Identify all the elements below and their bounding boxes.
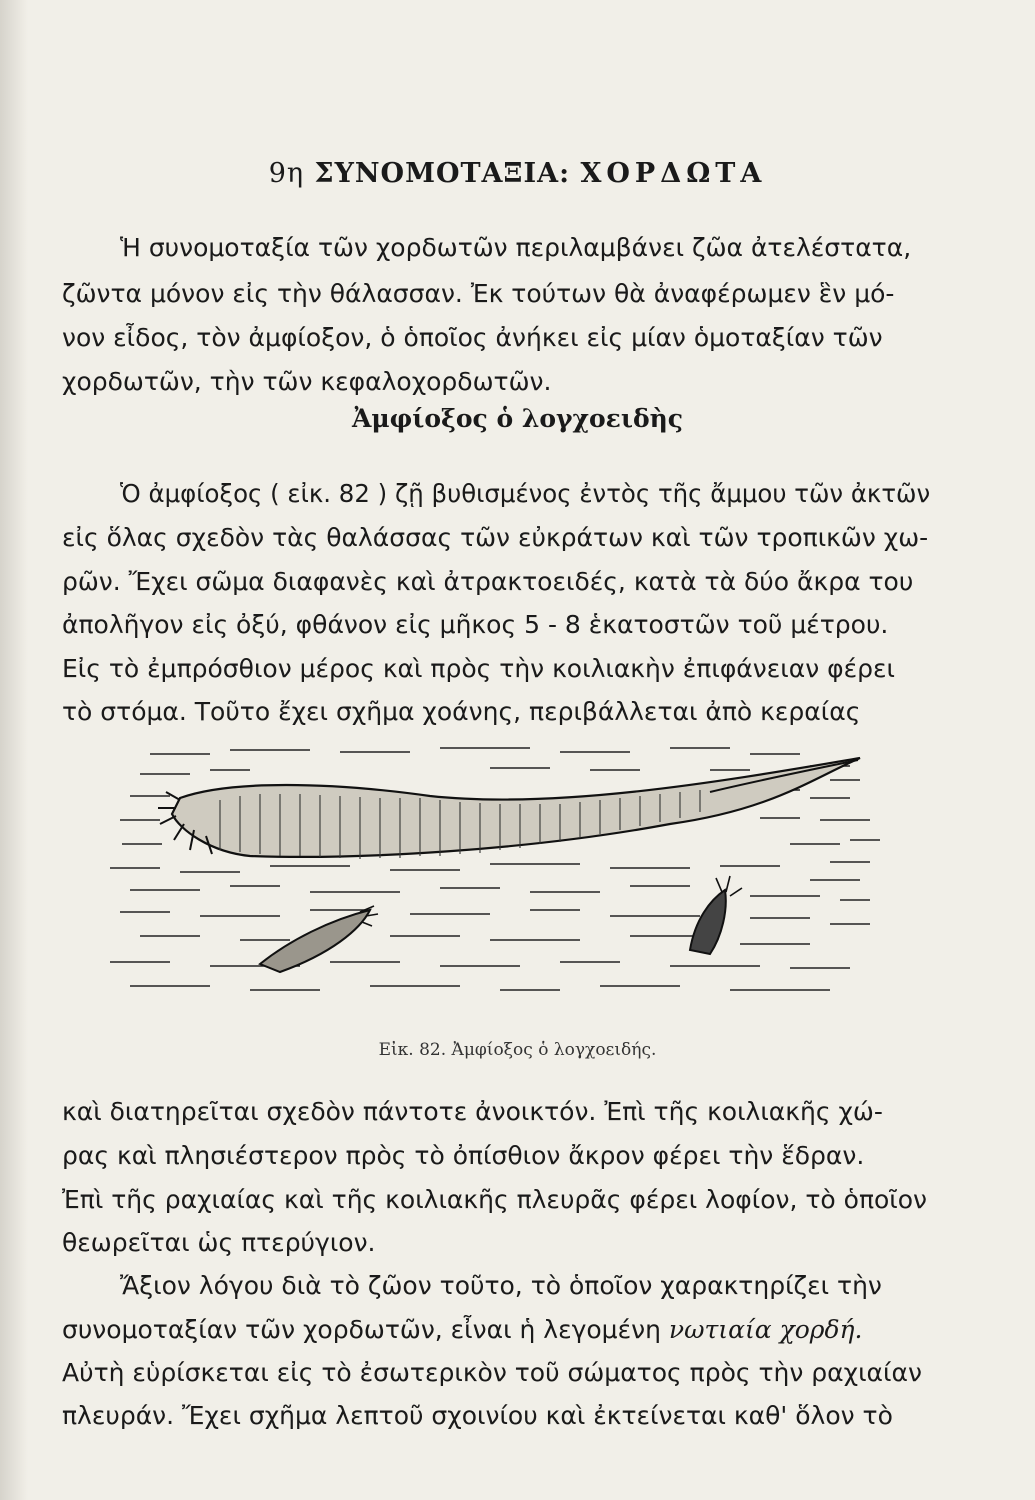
chapter-name: ΧΟΡΔΩΤΑ [580,158,767,189]
buried-amphioxus-right [690,876,742,954]
para3-line: πλευράν. Ἔχει σχῆμα λεπτοῦ σχοινίου καὶ ἐκτείνεται καθ' ὅλον τὸ [62,1401,893,1430]
para3-line: Αὐτὴ εὑρίσκεται εἰς τὸ ἐσωτερικὸν τοῦ σώματος πρὸς τὴν ραχιαίαν [62,1358,922,1387]
para1-line: εἰς ὅλας σχεδὸν τὰς θαλάσσας τῶν εὐκράτων καὶ τῶν τροπικῶν χω- [62,523,929,552]
intro-line: ζῶντα μόνον εἰς τὴν θάλασσαν. Ἐκ τούτων θὰ ἀναφέρωμεν ἓν μό- [62,279,895,308]
figure-caption: Εἰκ. 82. Ἀμφίοξος ὁ λογχοειδής. [378,1040,657,1060]
para3-line: Ἄξιον λόγου διὰ τὸ ζῶον τοῦτο, τὸ ὁποῖον χαρακτηρίζει τὴν [120,1271,882,1300]
para2-line: ρας καὶ πλησιέστερον πρὸς τὸ ὀπίσθιον ἄκρον φέρει τὴν ἕδραν. [62,1141,865,1170]
amphioxus-illustration [110,740,900,1000]
chapter-prefix: ΣΥΝΟΜΟΤΑΞΙΑ: [314,158,571,189]
chapter-number: 9η [268,158,305,189]
amphioxus-drawing [110,740,900,1000]
amphioxus-body [158,758,860,859]
section-title: Ἀμφίοξος ὁ λογχοειδὴς [351,404,684,433]
para3-line [62,1314,862,1346]
page-gutter-shadow [0,0,28,1500]
para3-line2-text: συνομοταξίαν τῶν χορδωτῶν, εἶναι ἡ λεγομένη [62,1315,669,1344]
notochord-term: νωτιαία χορδή. [668,1315,863,1344]
intro-line: χορδωτῶν, τὴν τῶν κεφαλοχορδωτῶν. [62,367,552,396]
para2-line: Ἐπὶ τῆς ραχιαίας καὶ τῆς κοιλιακῆς πλευρᾶς φέρει λοφίον, τὸ ὁποῖον [62,1185,928,1214]
intro-line: νον εἶδος, τὸν ἀμφίοξον, ὁ ὁποῖος ἀνήκει εἰς μίαν ὁμοταξίαν τῶν [62,323,883,352]
para1-line: Εἰς τὸ ἐμπρόσθιον μέρος καὶ πρὸς τὴν κοιλιακὴν ἐπιφάνειαν φέρει [62,654,895,683]
para1-line: ρῶν. Ἔχει σῶμα διαφανὲς καὶ ἀτρακτοειδές, κατὰ τὰ δύο ἄκρα του [62,567,914,596]
chapter-title [0,158,1035,189]
para1-line: τὸ στόμα. Τοῦτο ἔχει σχῆμα χοάνης, περιβάλλεται ἀπὸ κεραίας [62,697,861,726]
para1-line: ἀπολῆγον εἰς ὀξύ, φθάνον εἰς μῆκος 5 - 8 ἑκατοστῶν τοῦ μέτρου. [62,610,889,639]
para2-line: θεωρεῖται ὡς πτερύγιον. [62,1228,376,1257]
intro-line: Ἡ συνομοταξία τῶν χορδωτῶν περιλαμβάνει ζῶα ἀτελέστατα, [120,233,912,262]
para2-line: καὶ διατηρεῖται σχεδὸν πάντοτε ἀνοικτόν. Ἐπὶ τῆς κοιλιακῆς χώ- [62,1097,883,1126]
para1-line: Ὁ ἀμφίοξος ( εἰκ. 82 ) ζῇ βυθισμένος ἐντὸς τῆς ἄμμου τῶν ἀκτῶν [120,479,931,508]
